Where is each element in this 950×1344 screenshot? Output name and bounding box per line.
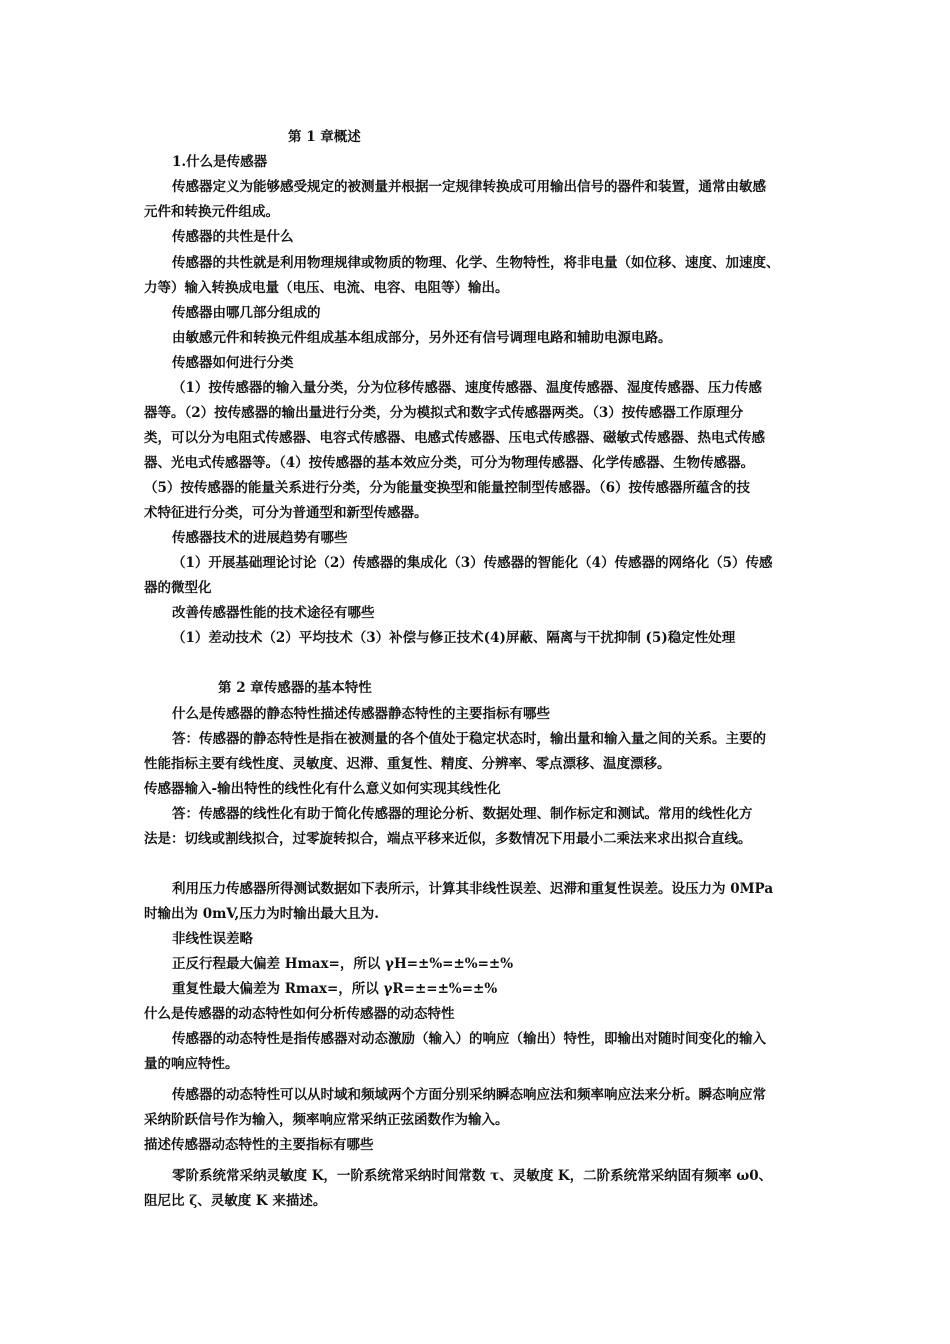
answer-line: 采纳阶跃信号作为输入，频率响应常采纳正弦函数作为输入。 [144, 1112, 509, 1128]
question-dynamic-indicators: 描述传感器动态特性的主要指标有哪些 [144, 1137, 374, 1153]
hysteresis-error: 正反行程最大偏差 Hmax=，所以 γH=±%=±%=±% [172, 956, 514, 972]
nonlinear-error: 非线性误差略 [172, 931, 253, 947]
answer-line: 传感器定义为能够感受规定的被测量并根据一定规律转换成可用输出信号的器件和装置，通常由敏感 [172, 179, 766, 195]
question-commonality: 传感器的共性是什么 [172, 229, 294, 245]
answer-line: 传感器的动态特性是指传感器对动态激励（输入）的响应（输出）特性，即输出对随时间变化的输入 [172, 1031, 766, 1047]
answer-line: 传感器的共性就是利用物理规律或物质的物理、化学、生物特性，将非电量（如位移、速度、加速度、 [172, 255, 780, 271]
answer-line: 零阶系统常采纳灵敏度 K，一阶系统常采纳时间常数 τ、灵敏度 K，二阶系统常采纳固有频率 ω0、 [172, 1168, 773, 1184]
question-classification: 传感器如何进行分类 [172, 355, 294, 371]
answer-line: （5）按传感器的能量关系进行分类，分为能量变换型和能量控制型传感器。（6）按传感器所蕴含的技 [144, 480, 751, 496]
question-static-characteristics: 什么是传感器的静态特性描述传感器静态特性的主要指标有哪些 [172, 706, 550, 722]
problem-statement: 时输出为 0mV,压力为时输出最大且为. [144, 906, 379, 922]
answer-line: 法是：切线或割线拟合，过零旋转拟合，端点平移来近似，多数情况下用最小二乘法来求出拟合直线。 [144, 831, 752, 847]
answer-line: 传感器的动态特性可以从时域和频域两个方面分别采纳瞬态响应法和频率响应法来分析。瞬态响应常 [172, 1087, 766, 1103]
question-composition: 传感器由哪几部分组成的 [172, 305, 321, 321]
answer-line: 类，可以分为电阻式传感器、电容式传感器、电感式传感器、压电式传感器、磁敏式传感器、热电式传感 [144, 430, 765, 446]
answer-line: 答：传感器的线性化有助于简化传感器的理论分析、数据处理、制作标定和测试。常用的线性化方 [172, 806, 753, 822]
answer-line: 量的响应特性。 [144, 1056, 239, 1072]
answer-line: 器的微型化 [144, 580, 212, 596]
answer-line: 力等）输入转换成电量（电压、电流、电容、电阻等）输出。 [144, 280, 509, 296]
question-dynamic-characteristics: 什么是传感器的动态特性如何分析传感器的动态特性 [144, 1006, 455, 1022]
answer-line: 由敏感元件和转换元件组成基本组成部分，另外还有信号调理电路和辅助电源电路。 [172, 330, 672, 346]
problem-statement: 利用压力传感器所得测试数据如下表所示，计算其非线性误差、迟滞和重复性误差。设压力为 0MPa [172, 881, 774, 897]
repeatability-error: 重复性最大偏差为 Rmax=，所以 γR=±=±%=±% [172, 981, 498, 997]
answer-line: 阻尼比 ζ、灵敏度 K 来描述。 [144, 1193, 327, 1209]
chapter-1-title: 第 1 章概述 [288, 129, 361, 145]
answer-line: （1）开展基础理论讨论（2）传感器的集成化（3）传感器的智能化（4）传感器的网络化（5）传感 [172, 555, 773, 571]
answer-line: 器等。（2）按传感器的输出量进行分类，分为模拟式和数字式传感器两类。（3）按传感器工作原理分 [144, 405, 744, 421]
answer-line: 答：传感器的静态特性是指在被测量的各个值处于稳定状态时，输出量和输入量之间的关系。主要的 [172, 731, 766, 747]
question-trends: 传感器技术的进展趋势有哪些 [172, 530, 348, 546]
question-what-is-sensor: 1.什么是传感器 [172, 154, 268, 170]
answer-line: （1）差动技术（2）平均技术（3）补偿与修正技术(4)屏蔽、隔离与干扰抑制 (5)稳定性处理 [172, 630, 736, 646]
answer-line: 器、光电式传感器等。（4）按传感器的基本效应分类，可分为物理传感器、化学传感器、生物传感器。 [144, 455, 755, 471]
answer-line: 术特征进行分类，可分为普通型和新型传感器。 [144, 505, 428, 521]
answer-line: 元件和转换元件组成。 [144, 204, 279, 220]
chapter-2-title: 第 2 章传感器的基本特性 [218, 680, 372, 696]
question-linearization: 传感器输入-输出特性的线性化有什么意义如何实现其线性化 [144, 781, 501, 797]
question-improvement: 改善传感器性能的技术途径有哪些 [172, 605, 375, 621]
answer-line: 性能指标主要有线性度、灵敏度、迟滞、重复性、精度、分辨率、零点漂移、温度漂移。 [144, 756, 671, 772]
answer-line: （1）按传感器的输入量分类，分为位移传感器、速度传感器、温度传感器、湿度传感器、压力传感 [172, 380, 762, 396]
